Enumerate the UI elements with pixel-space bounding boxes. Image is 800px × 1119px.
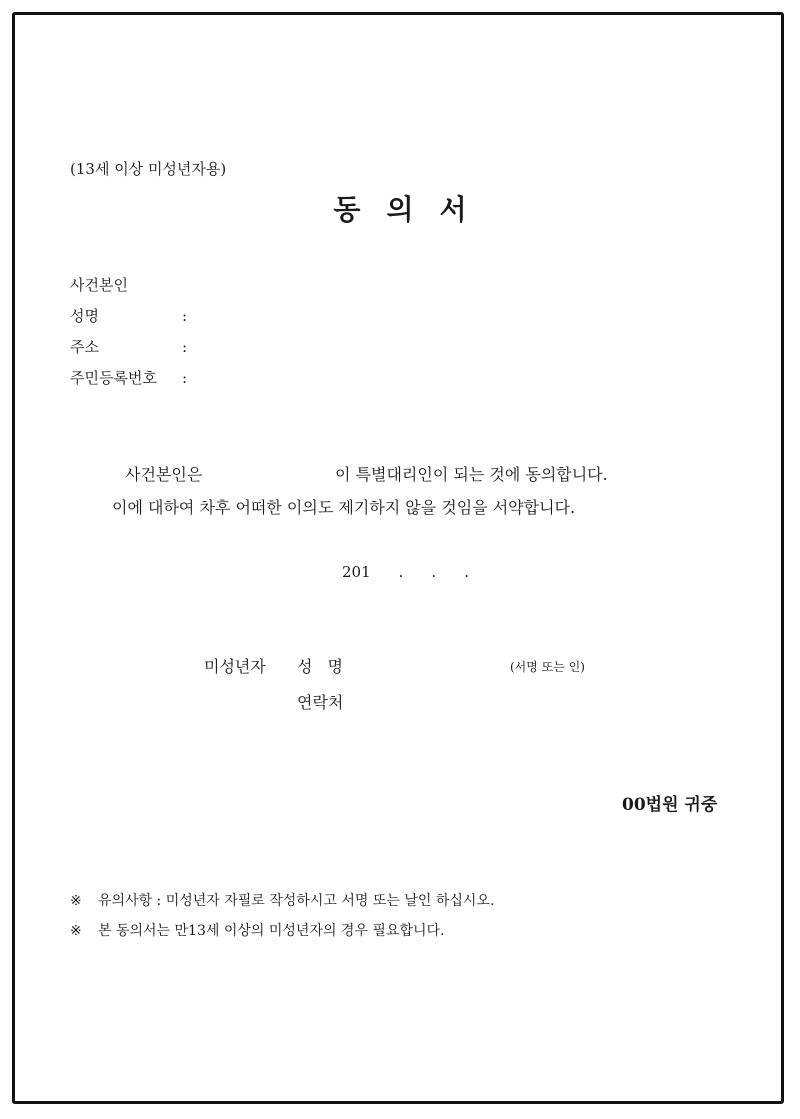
statement-line1-prefix: 사건본인은 <box>125 465 203 484</box>
party-heading: 사건본인 <box>70 276 128 294</box>
document-subtitle: (13세 이상 미성년자용) <box>70 160 227 178</box>
note-1-text: 유의사항 : 미성년자 자필로 작성하시고 서명 또는 날인 하십시오. <box>98 893 495 909</box>
statement-line2: 이에 대하여 차후 어떠한 이의도 제기하지 않을 것임을 서약합니다. <box>112 498 576 517</box>
statement-line1-suffix: 이 특별대리인이 되는 것에 동의합니다. <box>335 465 608 484</box>
date-sep-3: . <box>464 563 469 581</box>
date-sep-1: . <box>398 563 404 581</box>
note-2 <box>70 920 445 940</box>
contact-label: 연락처 <box>297 693 344 712</box>
note-mark-icon: ※ <box>70 923 82 939</box>
date-year: 201 <box>342 563 371 581</box>
id-label: 주민등록번호 <box>70 369 157 387</box>
date-line <box>342 563 469 581</box>
address-field <box>70 336 187 357</box>
id-colon: : <box>182 369 188 387</box>
address-label: 주소 <box>70 338 99 356</box>
sign-note: (서명 또는 인) <box>510 660 585 674</box>
date-sep-2: . <box>431 563 437 581</box>
name-field <box>70 305 187 326</box>
address-colon: : <box>182 338 188 356</box>
name-label: 성명 <box>70 307 99 325</box>
note-2-text: 본 동의서는 만13세 이상의 미성년자의 경우 필요합니다. <box>98 923 445 939</box>
addressee: 00법원 귀중 <box>622 795 718 815</box>
note-mark-icon: ※ <box>70 893 82 909</box>
signer-name-label: 성 명 <box>297 657 343 676</box>
name-colon: : <box>182 307 188 325</box>
signer-role: 미성년자 <box>204 657 266 676</box>
note-1 <box>70 890 494 910</box>
document-title: 동의서 <box>333 193 493 226</box>
id-field <box>70 367 187 388</box>
